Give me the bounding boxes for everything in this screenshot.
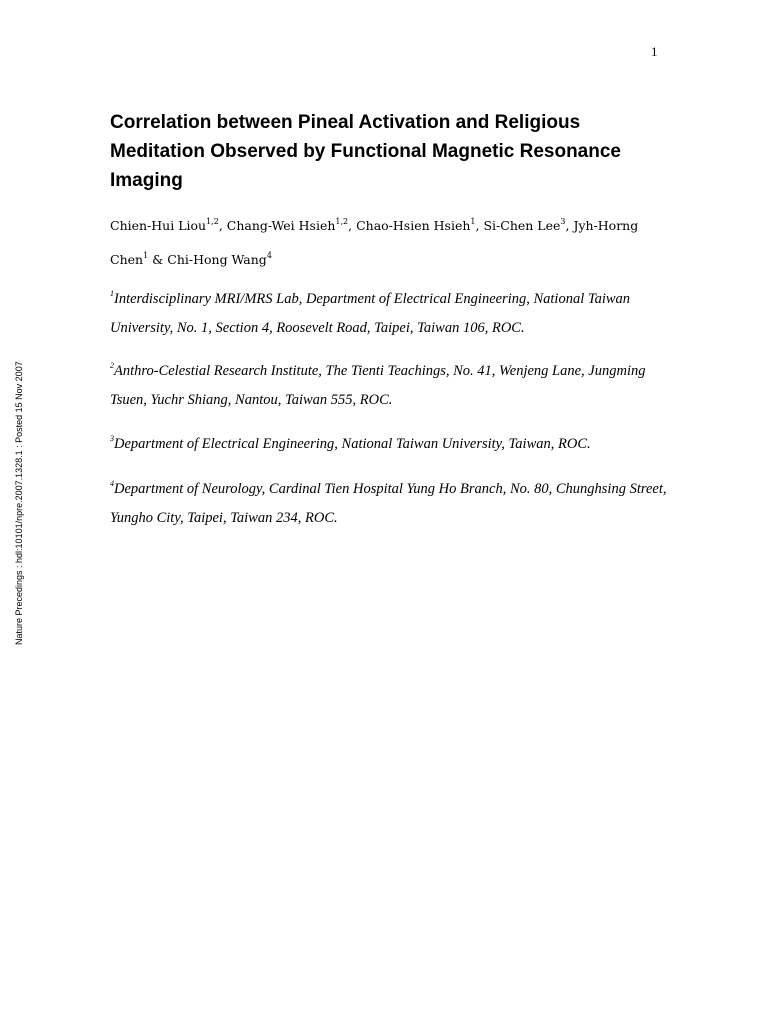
affiliation-2 — [110, 357, 670, 415]
author: Si-Chen Lee$^3$, — [483, 216, 574, 233]
affiliation-text: Anthro-Celestial Research Institute, The Tienti Teachings, No. 41, Wenjeng Lane, Jungming Tsuen, Yuchr Shiang, Nantou, Taiwan 555, ROC. — [110, 363, 646, 408]
affiliation-number: 2 — [110, 361, 114, 371]
affiliation-text: Interdisciplinary MRI/MRS Lab, Department of Electrical Engineering, National Taiwan University, No. 1, Section 4, Roosevelt Road, Taipei, Taiwan 106, ROC. — [110, 291, 631, 336]
author: Chi-Hong Wang$^4$ — [167, 250, 272, 267]
author: Chien-Hui Liou$^{1,2}$, — [110, 216, 227, 233]
affiliation-number: 4 — [110, 479, 114, 489]
affiliation-4 — [110, 475, 670, 533]
side-stamp: Nature Precedings : hdl:10101/npre.2007.1328.1 : Posted 15 Nov 2007 — [14, 361, 24, 645]
affiliation-1 — [110, 285, 670, 343]
author-list — [110, 209, 670, 277]
author: Chang-Wei Hsieh$^{1,2}$, — [226, 216, 357, 233]
affiliation-3 — [110, 430, 670, 459]
affiliation-text: Department of Electrical Engineering, National Taiwan University, Taiwan, ROC. — [114, 436, 591, 452]
page-number: 1 — [651, 44, 658, 59]
affiliation-number: 1 — [110, 289, 114, 299]
author: Jyh-Horng Chen$^1$ & — [110, 218, 639, 267]
affiliation-text: Department of Neurology, Cardinal Tien Hospital Yung Ho Branch, No. 80, Chunghsing Street, Yungho City, Taipei, Taiwan 234, ROC. — [110, 481, 667, 526]
paper-title: Correlation between Pineal Activation and Religious Meditation Observed by Functional Magnetic Resonance Imaging — [110, 112, 621, 191]
affiliation-number: 3 — [110, 434, 114, 444]
author: Chao-Hsien Hsieh$^1$, — [356, 216, 484, 233]
